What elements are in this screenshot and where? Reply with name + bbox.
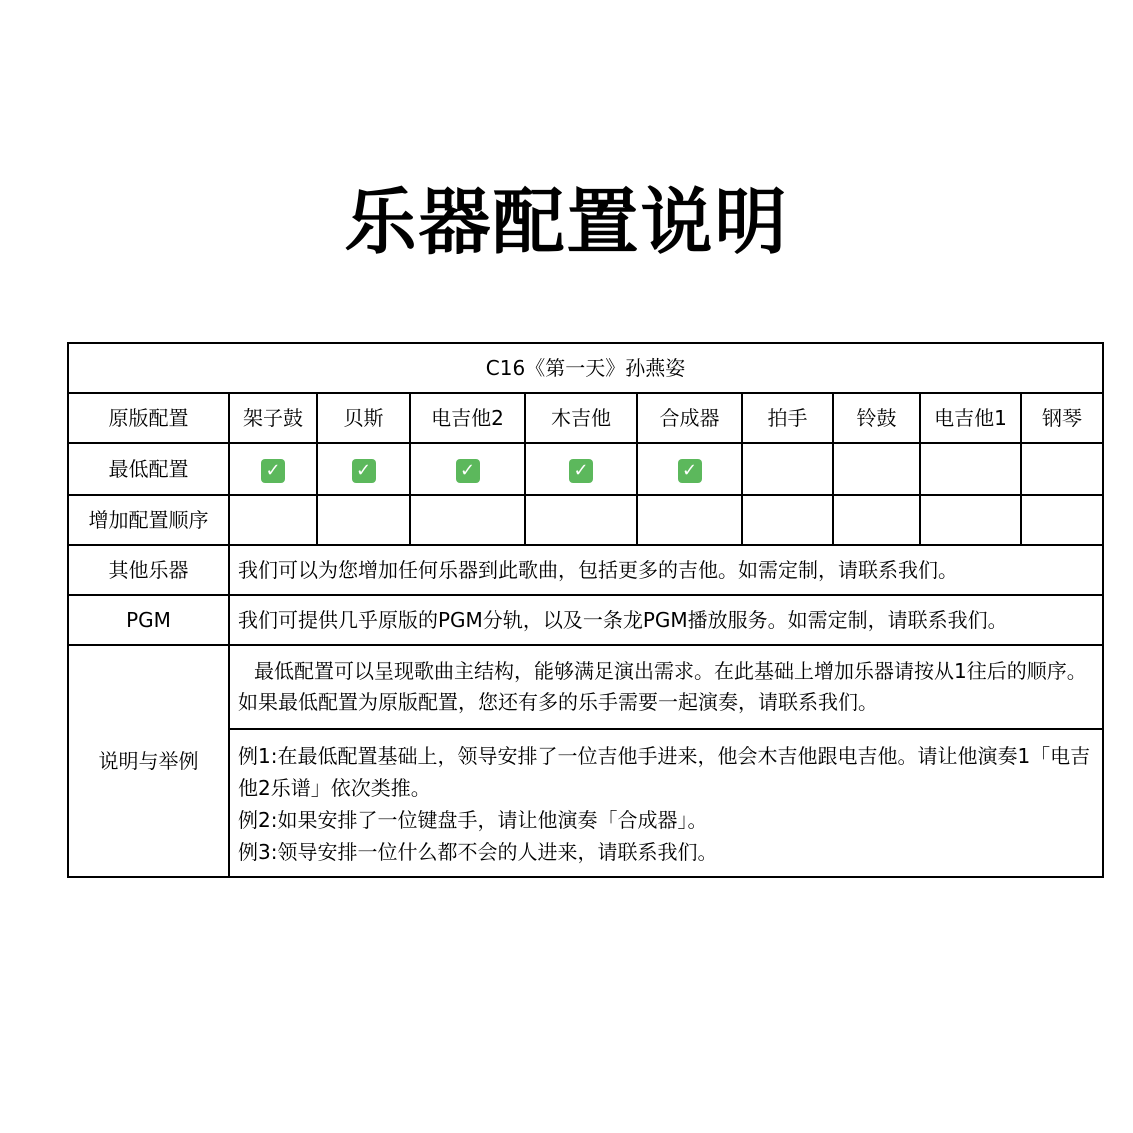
min-cell-electric-guitar-1 <box>920 443 1021 495</box>
notes-cell <box>229 645 1103 877</box>
order-cell <box>920 495 1021 545</box>
min-cell-electric-guitar-2 <box>410 443 525 495</box>
original-config-row <box>68 393 1103 443</box>
examples <box>230 730 1102 876</box>
min-cell-piano <box>1021 443 1103 495</box>
minimum-config-row <box>68 443 1103 495</box>
order-cell <box>637 495 742 545</box>
min-cell-clap <box>742 443 833 495</box>
row-header-original: 原版配置 <box>68 393 229 443</box>
row-header-pgm: PGM <box>68 595 229 645</box>
min-cell-bass <box>317 443 410 495</box>
notes-intro: 最低配置可以呈现歌曲主结构，能够满足演出需求。在此基础上增加乐器请按从1往后的顺序。如果最低配置为原版配置，您还有多的乐手需要一起演奏，请联系我们。 <box>230 646 1102 730</box>
check-icon: ✓ <box>456 459 480 483</box>
order-cell <box>525 495 637 545</box>
row-header-minimum: 最低配置 <box>68 443 229 495</box>
pgm-text: 我们可提供几乎原版的PGM分轨，以及一条龙PGM播放服务。如需定制，请联系我们。 <box>229 595 1103 645</box>
order-cell <box>229 495 317 545</box>
order-cell <box>1021 495 1103 545</box>
instrument-tambourine: 铃鼓 <box>833 393 920 443</box>
add-order-row <box>68 495 1103 545</box>
example-1: 例1:在最低配置基础上，领导安排了一位吉他手进来，他会木吉他跟电吉他。请让他演奏1「电吉他2乐谱」依次类推。 <box>238 744 1091 800</box>
instrument-piano: 钢琴 <box>1021 393 1103 443</box>
order-cell <box>410 495 525 545</box>
min-cell-drums <box>229 443 317 495</box>
check-icon: ✓ <box>678 459 702 483</box>
page-title: 乐器配置说明 <box>344 180 789 264</box>
order-cell <box>742 495 833 545</box>
check-icon: ✓ <box>352 459 376 483</box>
instrument-drums: 架子鼓 <box>229 393 317 443</box>
instrument-electric-guitar-1: 电吉他1 <box>920 393 1021 443</box>
other-instruments-text: 我们可以为您增加任何乐器到此歌曲，包括更多的吉他。如需定制，请联系我们。 <box>229 545 1103 595</box>
instrument-electric-guitar-2: 电吉他2 <box>410 393 525 443</box>
instrument-clap: 拍手 <box>742 393 833 443</box>
check-icon: ✓ <box>261 459 285 483</box>
check-icon: ✓ <box>569 459 593 483</box>
other-instruments-row <box>68 545 1103 595</box>
instrument-acoustic-guitar: 木吉他 <box>525 393 637 443</box>
instrument-config-table <box>67 342 1104 878</box>
min-cell-acoustic-guitar <box>525 443 637 495</box>
example-3: 例3:领导安排一位什么都不会的人进来，请联系我们。 <box>238 840 718 864</box>
song-title: C16《第一天》孙燕姿 <box>68 343 1103 393</box>
min-cell-synth <box>637 443 742 495</box>
instrument-bass: 贝斯 <box>317 393 410 443</box>
instrument-synth: 合成器 <box>637 393 742 443</box>
min-cell-tambourine <box>833 443 920 495</box>
notes-row <box>68 645 1103 877</box>
row-header-notes: 说明与举例 <box>68 645 229 877</box>
row-header-order: 增加配置顺序 <box>68 495 229 545</box>
order-cell <box>317 495 410 545</box>
example-2: 例2:如果安排了一位键盘手，请让他演奏「合成器」。 <box>238 808 708 832</box>
order-cell <box>833 495 920 545</box>
pgm-row <box>68 595 1103 645</box>
row-header-other: 其他乐器 <box>68 545 229 595</box>
